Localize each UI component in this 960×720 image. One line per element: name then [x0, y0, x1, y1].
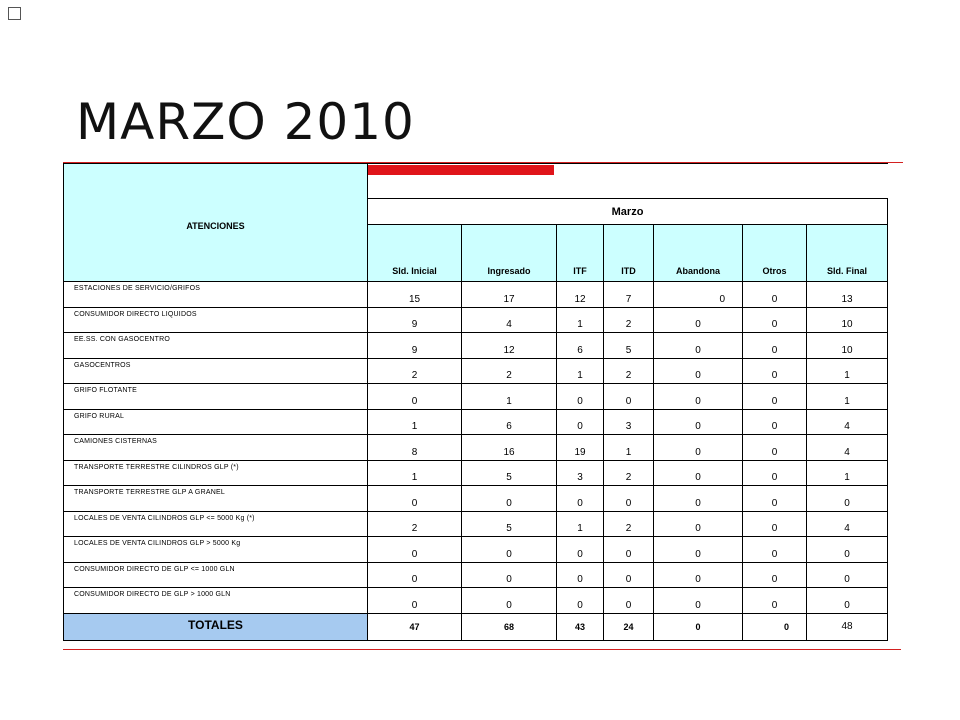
- row-label: GASOCENTROS: [64, 358, 368, 384]
- row-label: CONSUMIDOR DIRECTO DE GLP > 1000 GLN: [64, 588, 368, 614]
- total-itf: 43: [557, 613, 604, 640]
- cell-itf: 6: [557, 333, 604, 359]
- cell-itd: 3: [604, 409, 654, 435]
- slide-title: MARZO 2010: [76, 93, 415, 151]
- cell-itd: 7: [604, 282, 654, 308]
- cell-itf: 0: [557, 537, 604, 563]
- cell-abandona: 0: [654, 307, 743, 333]
- column-header-abandona: Abandona: [654, 225, 743, 282]
- cell-otros: 0: [743, 307, 807, 333]
- total-sld-inicial: 47: [368, 613, 462, 640]
- cell-itd: 0: [604, 537, 654, 563]
- cell-itd: 0: [604, 588, 654, 614]
- slide-bullet-box: [8, 7, 21, 20]
- cell-ingresado: 5: [462, 460, 557, 486]
- cell-abandona: 0: [654, 409, 743, 435]
- cell-abandona: 0: [654, 460, 743, 486]
- cell-sld-final: 1: [807, 384, 888, 410]
- cell-abandona: 0: [654, 358, 743, 384]
- row-label: ESTACIONES DE SERVICIO/GRIFOS: [64, 282, 368, 308]
- cell-sld-inicial: 8: [368, 435, 462, 461]
- cell-abandona: 0: [654, 384, 743, 410]
- cell-itd: 2: [604, 511, 654, 537]
- cell-otros: 0: [743, 358, 807, 384]
- table-row: [64, 537, 888, 563]
- cell-itf: 0: [557, 588, 604, 614]
- cell-abandona: 0: [654, 537, 743, 563]
- table-row: [64, 562, 888, 588]
- cell-otros: 0: [743, 384, 807, 410]
- cell-sld-inicial: 9: [368, 307, 462, 333]
- table-row: [64, 460, 888, 486]
- cell-sld-final: 1: [807, 460, 888, 486]
- table-row: [64, 358, 888, 384]
- cell-abandona: 0: [654, 486, 743, 512]
- row-label: TRANSPORTE TERRESTRE CILINDROS GLP (*): [64, 460, 368, 486]
- cell-itf: 0: [557, 409, 604, 435]
- row-label: CONSUMIDOR DIRECTO LIQUIDOS: [64, 307, 368, 333]
- atenciones-header: ATENCIONES: [64, 164, 368, 282]
- cell-sld-inicial: 1: [368, 460, 462, 486]
- total-ingresado: 68: [462, 613, 557, 640]
- cell-sld-inicial: 0: [368, 537, 462, 563]
- cell-ingresado: 0: [462, 537, 557, 563]
- cell-itd: 0: [604, 486, 654, 512]
- cell-sld-final: 13: [807, 282, 888, 308]
- column-header-itd: ITD: [604, 225, 654, 282]
- table-row: [64, 588, 888, 614]
- total-otros: 0: [743, 613, 807, 640]
- cell-ingresado: 0: [462, 486, 557, 512]
- cell-sld-final: 0: [807, 588, 888, 614]
- cell-ingresado: 0: [462, 588, 557, 614]
- atenciones-table: [63, 163, 888, 641]
- cell-sld-final: 4: [807, 435, 888, 461]
- column-header-ingresado: Ingresado: [462, 225, 557, 282]
- cell-sld-final: 1: [807, 358, 888, 384]
- cell-itd: 2: [604, 358, 654, 384]
- cell-otros: 0: [743, 282, 807, 308]
- cell-itd: 5: [604, 333, 654, 359]
- cell-sld-final: 0: [807, 537, 888, 563]
- cell-itd: 0: [604, 384, 654, 410]
- totals-label: TOTALES: [64, 613, 368, 640]
- cell-itf: 19: [557, 435, 604, 461]
- cell-abandona: 0: [654, 562, 743, 588]
- cell-sld-final: 4: [807, 409, 888, 435]
- row-label: LOCALES DE VENTA CILINDROS GLP > 5000 Kg: [64, 537, 368, 563]
- cell-itd: 0: [604, 562, 654, 588]
- total-sld-final: 48: [807, 613, 888, 640]
- cell-ingresado: 6: [462, 409, 557, 435]
- month-header: Marzo: [368, 199, 888, 225]
- cell-sld-final: 0: [807, 486, 888, 512]
- table-row: [64, 486, 888, 512]
- table-row: [64, 333, 888, 359]
- cell-itd: 1: [604, 435, 654, 461]
- row-label: LOCALES DE VENTA CILINDROS GLP <= 5000 Kg (*): [64, 511, 368, 537]
- cell-otros: 0: [743, 537, 807, 563]
- cell-sld-inicial: 15: [368, 282, 462, 308]
- cell-itf: 0: [557, 384, 604, 410]
- cell-sld-inicial: 0: [368, 384, 462, 410]
- cell-sld-inicial: 1: [368, 409, 462, 435]
- cell-itd: 2: [604, 307, 654, 333]
- cell-otros: 0: [743, 333, 807, 359]
- bottom-red-rule: [63, 649, 901, 650]
- cell-itf: 0: [557, 562, 604, 588]
- column-header-sld-inicial: Sld. Inicial: [368, 225, 462, 282]
- cell-abandona: 0: [654, 435, 743, 461]
- table-row: [64, 282, 888, 308]
- cell-otros: 0: [743, 588, 807, 614]
- table-row: [64, 384, 888, 410]
- cell-sld-inicial: 0: [368, 562, 462, 588]
- cell-otros: 0: [743, 435, 807, 461]
- row-label: CONSUMIDOR DIRECTO DE GLP <= 1000 GLN: [64, 562, 368, 588]
- cell-sld-inicial: 2: [368, 358, 462, 384]
- cell-itf: 1: [557, 511, 604, 537]
- total-abandona: 0: [654, 613, 743, 640]
- red-accent-bar: [368, 165, 554, 175]
- row-label: TRANSPORTE TERRESTRE GLP A GRANEL: [64, 486, 368, 512]
- row-label: GRIFO RURAL: [64, 409, 368, 435]
- cell-itf: 12: [557, 282, 604, 308]
- cell-itf: 1: [557, 358, 604, 384]
- cell-sld-final: 4: [807, 511, 888, 537]
- cell-ingresado: 16: [462, 435, 557, 461]
- cell-itd: 2: [604, 460, 654, 486]
- cell-otros: 0: [743, 562, 807, 588]
- cell-itf: 0: [557, 486, 604, 512]
- cell-abandona: 0: [654, 333, 743, 359]
- table-row: [64, 409, 888, 435]
- cell-abandona: 0: [654, 282, 743, 308]
- cell-abandona: 0: [654, 511, 743, 537]
- cell-ingresado: 12: [462, 333, 557, 359]
- cell-ingresado: 17: [462, 282, 557, 308]
- column-header-itf: ITF: [557, 225, 604, 282]
- cell-sld-inicial: 0: [368, 486, 462, 512]
- cell-sld-final: 10: [807, 307, 888, 333]
- table-row: [64, 435, 888, 461]
- cell-otros: 0: [743, 409, 807, 435]
- cell-ingresado: 2: [462, 358, 557, 384]
- column-header-otros: Otros: [743, 225, 807, 282]
- table-row: [64, 511, 888, 537]
- row-label: EE.SS. CON GASOCENTRO: [64, 333, 368, 359]
- total-itd: 24: [604, 613, 654, 640]
- row-label: CAMIONES CISTERNAS: [64, 435, 368, 461]
- cell-sld-inicial: 9: [368, 333, 462, 359]
- cell-itf: 1: [557, 307, 604, 333]
- cell-otros: 0: [743, 511, 807, 537]
- row-label: GRIFO FLOTANTE: [64, 384, 368, 410]
- table-row: [64, 307, 888, 333]
- column-header-sld-final: Sld. Final: [807, 225, 888, 282]
- cell-ingresado: 0: [462, 562, 557, 588]
- cell-otros: 0: [743, 460, 807, 486]
- cell-itf: 3: [557, 460, 604, 486]
- cell-sld-final: 0: [807, 562, 888, 588]
- cell-ingresado: 4: [462, 307, 557, 333]
- cell-sld-inicial: 2: [368, 511, 462, 537]
- cell-sld-final: 10: [807, 333, 888, 359]
- cell-sld-inicial: 0: [368, 588, 462, 614]
- cell-otros: 0: [743, 486, 807, 512]
- cell-ingresado: 5: [462, 511, 557, 537]
- cell-abandona: 0: [654, 588, 743, 614]
- cell-ingresado: 1: [462, 384, 557, 410]
